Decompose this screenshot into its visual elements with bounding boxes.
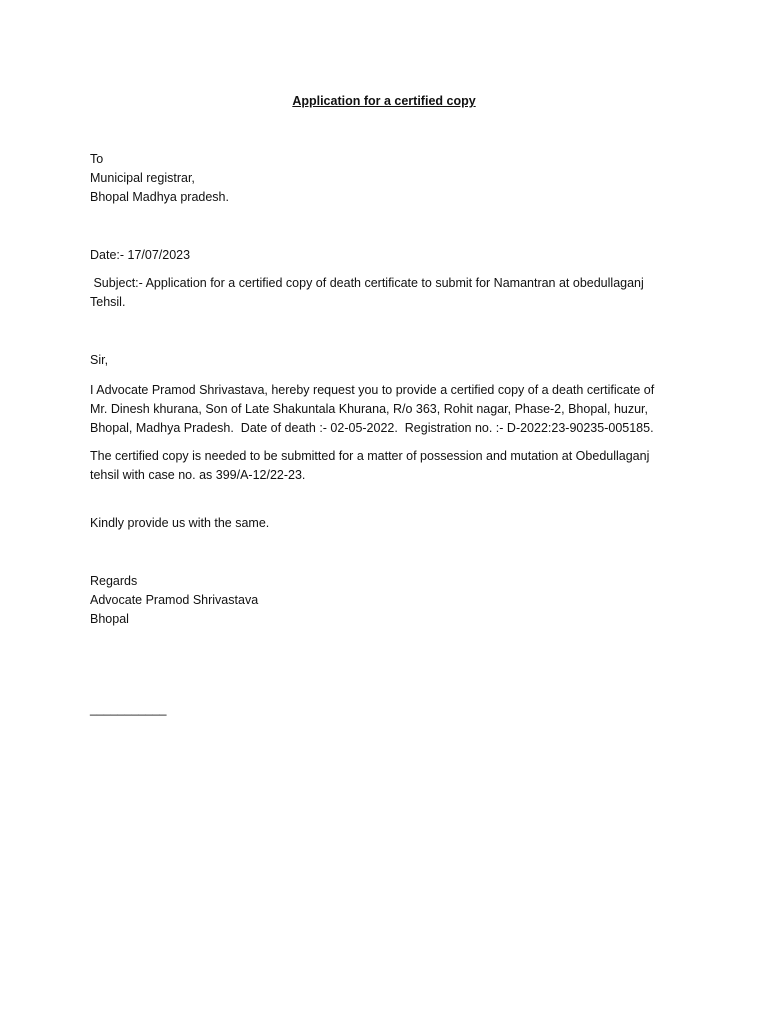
signoff-place: Bhopal xyxy=(90,612,129,626)
document-title: Application for a certified copy xyxy=(292,94,476,108)
body-paragraph-1 xyxy=(90,381,680,438)
body1-line-2: Mr. Dinesh khurana, Son of Late Shakuntala Khurana, R/o 363, Rohit nagar, Phase-2, Bhopal, huzur, xyxy=(90,402,649,416)
letter-date: Date:- 17/07/2023 xyxy=(90,248,191,262)
recipient-to: To xyxy=(90,152,104,166)
signature-line: ___________ xyxy=(90,702,167,716)
recipient-line-1: Municipal registrar, xyxy=(90,171,195,185)
body1-line-1: I Advocate Pramod Shrivastava, hereby request you to provide a certified copy of a death certificate of xyxy=(90,383,655,397)
signoff-regards: Regards xyxy=(90,574,138,588)
signoff-name: Advocate Pramod Shrivastava xyxy=(90,593,259,607)
subject-line-1: Subject:- Application for a certified copy of death certificate to submit for Namantran at obedullaganj xyxy=(90,276,644,290)
closing-request: Kindly provide us with the same. xyxy=(90,516,270,530)
body1-line-3: Bhopal, Madhya Pradesh. Date of death :- 02-05-2022. Registration no. :- D-2022:23-90235-005185. xyxy=(90,421,654,435)
subject-line-2: Tehsil. xyxy=(90,295,126,309)
body2-line-1: The certified copy is needed to be submitted for a matter of possession and mutation at Obedullaganj xyxy=(90,449,650,463)
subject-paragraph xyxy=(90,274,680,312)
body-paragraph-2 xyxy=(90,447,680,485)
recipient-line-2: Bhopal Madhya pradesh. xyxy=(90,190,229,204)
salutation: Sir, xyxy=(90,353,109,367)
body2-line-2: tehsil with case no. as 399/A-12/22-23. xyxy=(90,468,306,482)
